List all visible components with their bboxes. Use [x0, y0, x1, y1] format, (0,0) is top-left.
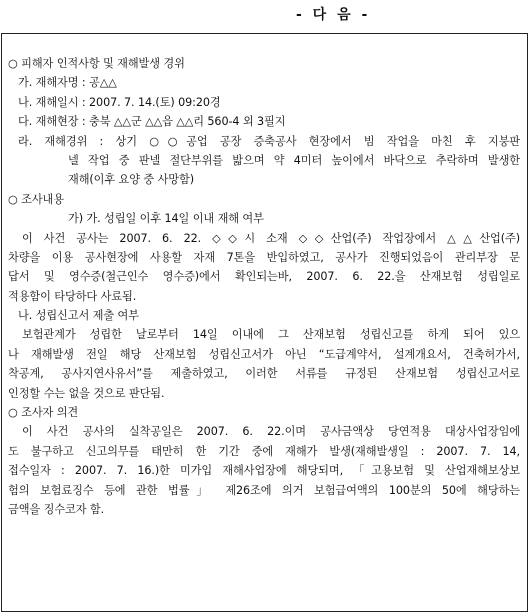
- opinion-paragraph-line-1: 이 사건 공사의 실착공일은 2007. 6. 22.이며 공사금액상 당연적용 대상사업장임에: [22, 425, 520, 439]
- investigation-paragraph-2-line-4: 인정할 수는 없을 것으로 판단됨.: [8, 386, 165, 400]
- investigation-paragraph-1-line-4: 적용함이 타당하다 사료됨.: [8, 289, 137, 303]
- opinion-paragraph-line-5: 금액을 징수코자 함.: [8, 502, 105, 516]
- page-header: [0, 4, 531, 26]
- section-heading-victim: ○ 피해자 인적사항 및 재해발생 경위: [8, 57, 185, 70]
- victim-name-line: 가. 재해자명 : 공△△: [18, 76, 117, 90]
- document-body: [8, 54, 520, 519]
- investigation-paragraph-1-line-1: 이 사건 공사는 2007. 6. 22. ◇◇시 소재 ◇◇산업(주) 작업장에서 △△산업(주): [22, 231, 520, 245]
- section-heading-investigation: ○ 조사내용: [8, 192, 64, 206]
- accident-details-line-2: 넬 작업 중 판넬 절단부위를 밟으며 약 4미터 높이에서 바닥으로 추락하며 발생한: [68, 153, 520, 167]
- investigation-paragraph-2-line-3: 착공계, 공사지연사유서”를 제출하였고, 이러한 서류를 규정된 산재보험 성립신고서로: [8, 367, 520, 381]
- opinion-paragraph-line-3: 접수일자 : 2007. 7. 16.)한 미가입 재해사업장에 해당되며, 「고용보험 및 산업재해보상보: [8, 464, 520, 478]
- accident-site-line: 다. 재해현장 : 충북 △△군 △△읍 △△리 560-4 외 3필지: [18, 115, 286, 129]
- investigation-paragraph-1-line-3: 답서 및 영수증(철근인수 영수증)에서 확인되는바, 2007. 6. 22.을 산재보험 성립일로: [8, 270, 520, 284]
- subsection-heading-establishment: 가) 가. 성립일 이후 14일 이내 재해 여부: [68, 212, 264, 226]
- accident-datetime-line: 나. 재해일시 : 2007. 7. 14.(토) 09:20경: [18, 95, 221, 109]
- investigation-paragraph-1-line-2: 차량을 이용 공사현장에 사용할 자재 7톤을 반입하였고, 공사가 진행되었음이 관리부장 문: [8, 250, 520, 264]
- opinion-paragraph-line-4: 험의 보험료징수 등에 관한 법률」 제26조에 의거 보험급여액의 100분의 50에 해당하는: [8, 483, 520, 497]
- header-title: - 다 음 -: [296, 7, 371, 23]
- subsection-heading-report: 나. 성립신고서 제출 여부: [18, 309, 139, 323]
- accident-details-line-3: 재해(이후 요양 중 사망함): [68, 173, 194, 187]
- section-heading-opinion: ○ 조사자 의견: [8, 406, 79, 420]
- accident-details-line-1: 라. 재해경위 : 상기 ○○공업 공장 증축공사 현장에서 빔 작업을 마친 후 지붕판: [18, 134, 520, 148]
- investigation-paragraph-2-line-2: 나 재해발생 전일 해당 산재보험 성립신고서가 아닌 “도급계약서, 설계개요서, 건축허가서,: [8, 347, 520, 361]
- investigation-paragraph-2-line-1: 보험관계가 성립한 날로부터 14일 이내에 그 산재보험 성립신고를 하게 되어 있으: [22, 328, 520, 342]
- opinion-paragraph-line-2: 도 불구하고 신고의무를 태만히 한 기간 중에 재해가 발생(재해발생일 : 2007. 7. 14,: [8, 444, 520, 458]
